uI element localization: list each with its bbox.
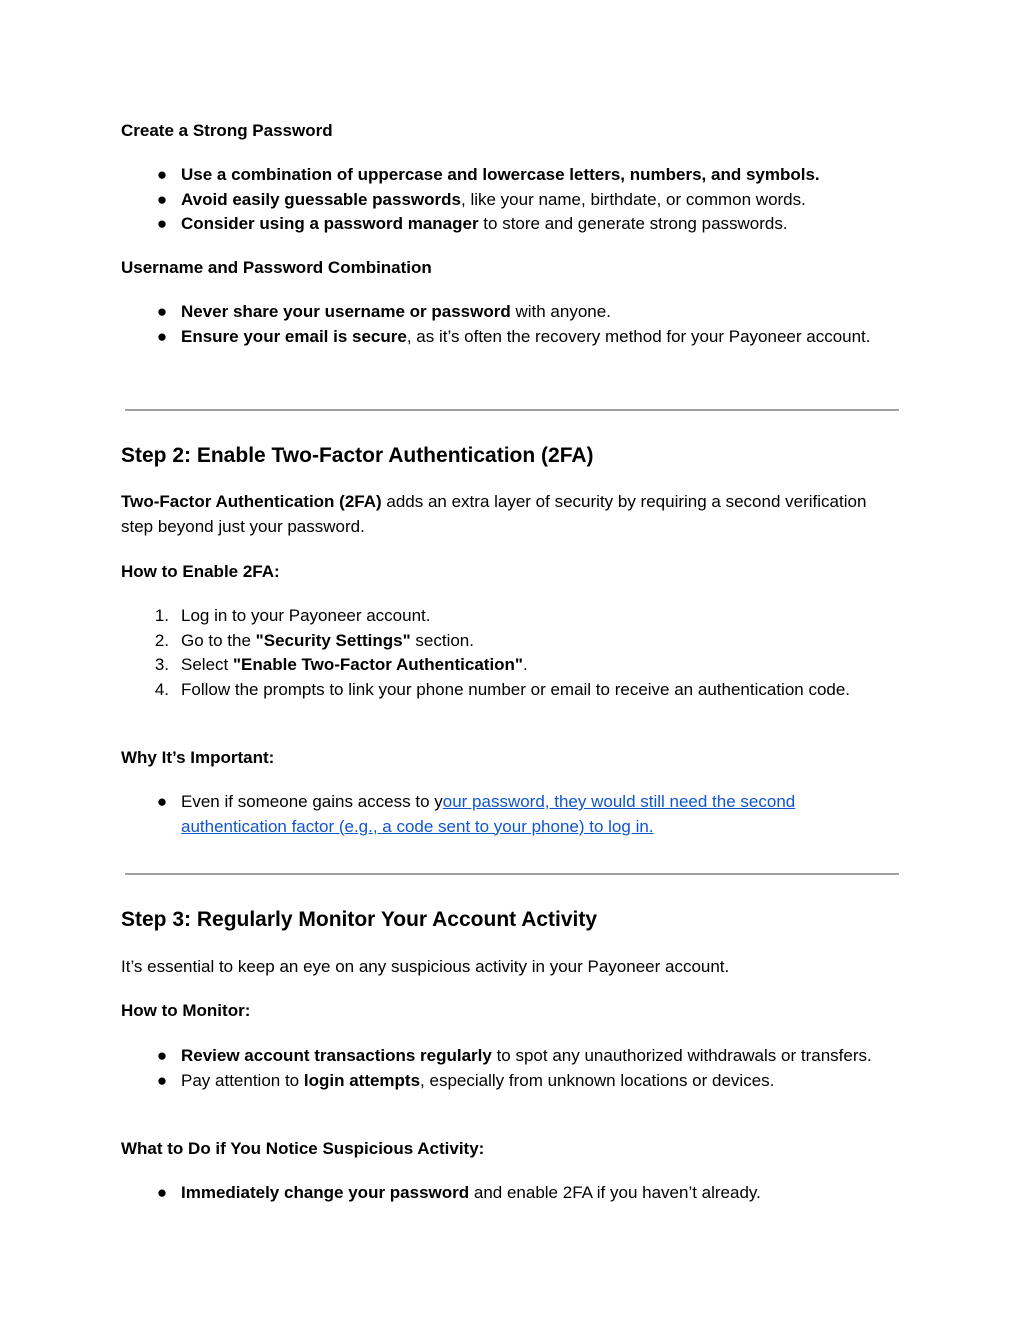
why-important-list <box>121 790 881 839</box>
step2-title: Step 2: Enable Two-Factor Authentication (2FA) <box>121 444 594 467</box>
list-item: ● Even if someone gains access to your password, they would still need the second authentication factor (e.g., a code sent to your phone) to log in. <box>121 790 881 839</box>
step3-intro: It’s essential to keep an eye on any suspicious activity in your Payoneer account. <box>121 957 730 976</box>
subheading-suspicious-activity: What to Do if You Notice Suspicious Activity: <box>121 1139 485 1158</box>
bullet-marker: ● <box>156 792 168 811</box>
list-item: ● Immediately change your password and enable 2FA if you haven’t already. <box>121 1181 881 1206</box>
list-item: ● Consider using a password manager to store and generate strong passwords. <box>121 212 881 237</box>
step2-intro: Two-Factor Authentication (2FA) adds an extra layer of security by requiring a second verification step beyond just your password. <box>121 492 867 536</box>
bullet-marker: ● <box>156 1046 168 1065</box>
bullet-marker: ● <box>156 302 168 321</box>
step-number: 4. <box>154 679 169 699</box>
subheading-how-to-enable: How to Enable 2FA: <box>121 562 280 581</box>
step-number: 1. <box>154 606 169 625</box>
step3-title: Step 3: Regularly Monitor Your Account Activity <box>121 908 598 931</box>
step-number: 3. <box>154 655 169 674</box>
bullet-marker: ● <box>156 189 168 209</box>
bullet-marker: ● <box>156 1070 168 1090</box>
password-info-link[interactable]: our password, they would still need the second authentication factor (e.g., a code sent to your phone) to log in. <box>181 792 796 836</box>
list-item: ● Ensure your email is secure, as it’s often the recovery method for your Payoneer account. <box>121 325 881 350</box>
bullet-marker: ● <box>156 1183 168 1202</box>
list-item: 1. Log in to your Payoneer account. <box>121 604 881 629</box>
enable-2fa-steps <box>121 604 881 702</box>
list-item: 2. Go to the "Security Settings" section. <box>121 629 881 654</box>
monitor-list <box>121 1044 881 1093</box>
subheading-username-password: Username and Password Combination <box>121 258 432 277</box>
horizontal-divider <box>125 409 899 411</box>
list-item: ● Use a combination of uppercase and lowercase letters, numbers, and symbols. <box>121 163 881 188</box>
list-item: 4. Follow the prompts to link your phone number or email to receive an authentication code. <box>121 678 881 703</box>
horizontal-divider <box>125 873 899 875</box>
list-item: ● Avoid easily guessable passwords, like your name, birthdate, or common words. <box>121 188 881 213</box>
step-number: 2. <box>154 630 169 650</box>
subheading-how-to-monitor: How to Monitor: <box>121 1001 251 1020</box>
bullet-marker: ● <box>156 165 168 184</box>
bullet-marker: ● <box>156 326 168 346</box>
subheading-why-important: Why It’s Important: <box>121 748 275 767</box>
list-item: 3. Select "Enable Two-Factor Authentication". <box>121 653 881 678</box>
subheading-strong-password: Create a Strong Password <box>121 121 333 140</box>
list-item: ● Pay attention to login attempts, especially from unknown locations or devices. <box>121 1069 881 1094</box>
suspicious-activity-list <box>121 1181 881 1206</box>
list-item: ● Review account transactions regularly to spot any unauthorized withdrawals or transfers. <box>121 1044 881 1069</box>
strong-password-list <box>121 163 881 237</box>
bullet-marker: ● <box>156 214 168 233</box>
username-password-list <box>121 300 881 349</box>
list-item: ● Never share your username or password with anyone. <box>121 300 881 325</box>
